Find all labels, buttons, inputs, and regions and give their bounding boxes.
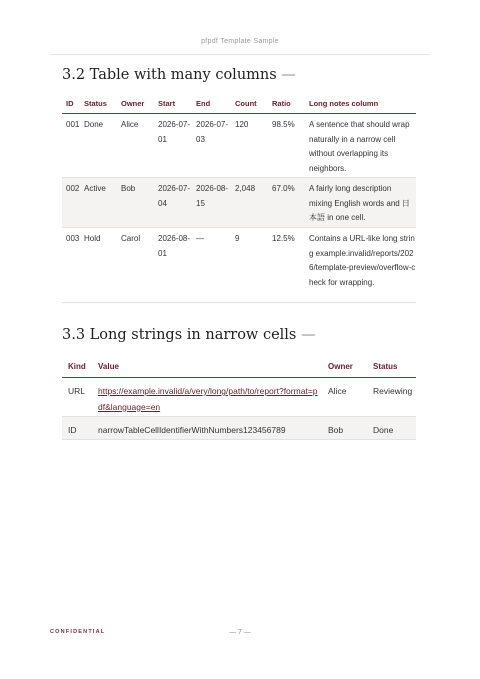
cell-status: Hold <box>80 228 117 303</box>
cell-end: 2026-08-15 <box>192 178 231 228</box>
cell-status: Done <box>367 417 416 440</box>
cell-ratio: 98.5% <box>268 114 305 178</box>
table-header-row <box>62 357 416 378</box>
table-header-row <box>62 94 416 114</box>
cell-status: Done <box>80 114 117 178</box>
cell-owner: Bob <box>322 417 367 440</box>
running-header: pfpdf Template Sample <box>201 38 279 45</box>
cell-owner: Carol <box>117 228 154 303</box>
header-rule <box>50 54 430 55</box>
table-row <box>62 114 416 178</box>
col-header-kind: Kind <box>62 357 92 378</box>
cell-count: 2,048 <box>231 178 268 228</box>
heading-dash: — <box>300 327 316 343</box>
many-columns-table <box>62 94 416 303</box>
cell-notes: A fairly long description mixing English words and 日本語 in one cell. <box>305 178 416 228</box>
cell-end: — <box>192 228 231 303</box>
cell-status: Active <box>80 178 117 228</box>
col-header-owner: Owner <box>117 94 154 114</box>
cell-ratio: 12.5% <box>268 228 305 303</box>
cell-value: narrowTableCellIdentifierWithNumbers123456789 <box>92 417 322 440</box>
table-row <box>62 228 416 303</box>
cell-count: 120 <box>231 114 268 178</box>
cell-id: 001 <box>62 114 80 178</box>
page-number: — 7 — <box>229 629 251 636</box>
heading-dash: — <box>281 67 296 83</box>
cell-notes: A sentence that should wrap naturally in a narrow cell without overlapping its neighbors. <box>305 114 416 178</box>
section-heading-3-2 <box>62 67 296 83</box>
table-row <box>62 378 416 417</box>
cell-notes: Contains a URL-like long string example.invalid/reports/2026/template-preview/overflow-check for wrapping. <box>305 228 416 303</box>
table-row <box>62 417 416 440</box>
cell-value <box>92 378 322 417</box>
section-heading-text: 3.3 Long strings in narrow cells <box>62 327 297 343</box>
cell-id: 002 <box>62 178 80 228</box>
cell-id: 003 <box>62 228 80 303</box>
cell-count: 9 <box>231 228 268 303</box>
cell-owner: Bob <box>117 178 154 228</box>
col-header-end: End <box>192 94 231 114</box>
confidential-label: CONFIDENTIAL <box>50 629 106 635</box>
cell-kind: URL <box>62 378 92 417</box>
col-header-value: Value <box>92 357 322 378</box>
col-header-status: Status <box>367 357 416 378</box>
table-row <box>62 178 416 228</box>
cell-start: 2026-07-01 <box>154 114 192 178</box>
cell-start: 2026-08-01 <box>154 228 192 303</box>
long-strings-table <box>62 357 416 440</box>
cell-start: 2026-07-04 <box>154 178 192 228</box>
cell-status: Reviewing <box>367 378 416 417</box>
cell-end: 2026-07-03 <box>192 114 231 178</box>
col-header-id: ID <box>62 94 80 114</box>
section-heading-text: 3.2 Table with many columns <box>62 67 277 83</box>
cell-ratio: 67.0% <box>268 178 305 228</box>
col-header-notes: Long notes column <box>305 94 416 114</box>
col-header-start: Start <box>154 94 192 114</box>
col-header-owner: Owner <box>322 357 367 378</box>
cell-owner: Alice <box>117 114 154 178</box>
col-header-count: Count <box>231 94 268 114</box>
col-header-ratio: Ratio <box>268 94 305 114</box>
cell-owner: Alice <box>322 378 367 417</box>
col-header-status: Status <box>80 94 117 114</box>
section-heading-3-3 <box>62 327 315 343</box>
report-url-link[interactable]: https://example.invalid/a/very/long/path/to/report?format=pdf&language=en <box>98 386 318 412</box>
cell-kind: ID <box>62 417 92 440</box>
